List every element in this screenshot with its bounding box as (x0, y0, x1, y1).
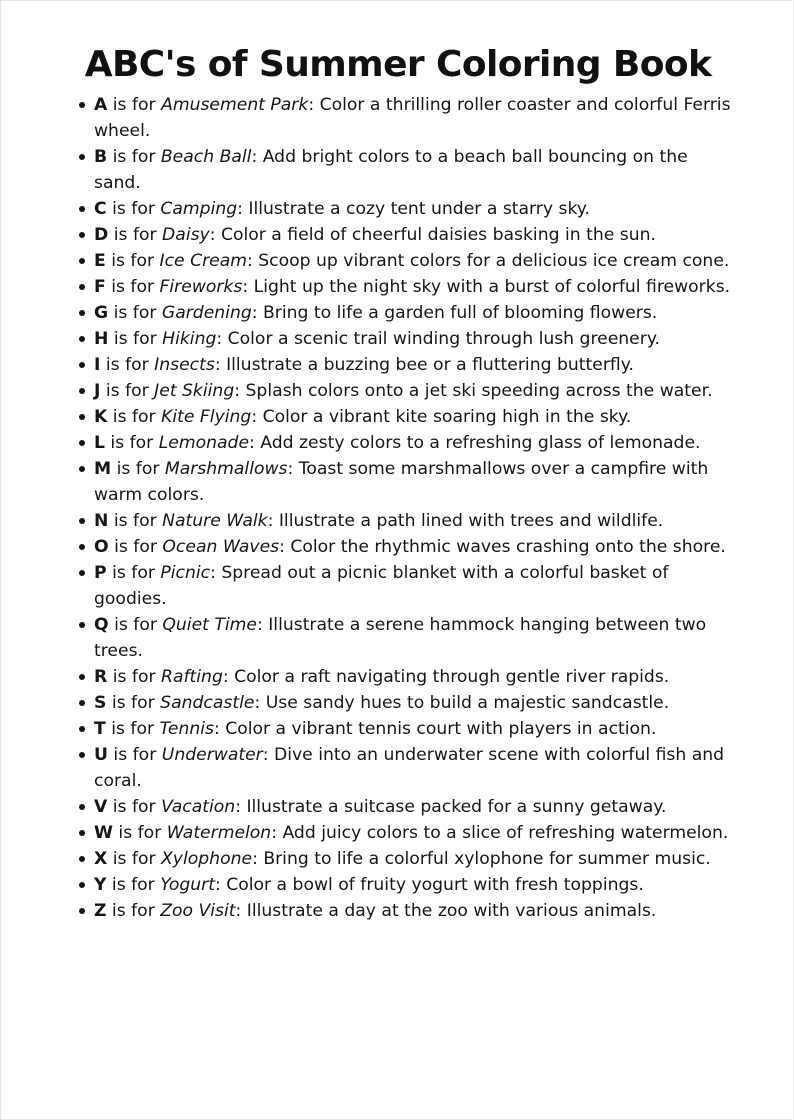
item-topic: Jet Skiing (154, 381, 235, 401)
item-connector: is for (107, 797, 162, 817)
list-item (79, 742, 731, 794)
item-description: : Illustrate a path lined with trees and wildlife. (267, 511, 664, 531)
bullet-icon (79, 908, 85, 914)
item-letter: S (94, 693, 107, 713)
list-item (79, 248, 731, 274)
bullet-icon (79, 622, 85, 628)
item-description: : Splash colors onto a jet ski speeding across the water. (234, 381, 713, 401)
item-letter: V (94, 797, 108, 817)
item-connector: is for (106, 693, 161, 713)
bullet-icon (79, 830, 85, 836)
item-description: : Color a vibrant tennis court with players in action. (213, 719, 657, 739)
item-description: : Bring to life a garden full of blooming flowers. (251, 303, 658, 323)
item-connector: is for (108, 615, 163, 635)
item-letter: O (94, 537, 109, 557)
item-description: : Illustrate a serene hammock hanging between two trees. (94, 615, 707, 661)
item-topic: Hiking (162, 329, 217, 349)
list-item (79, 274, 731, 300)
item-connector: is for (107, 407, 162, 427)
item-letter: N (94, 511, 109, 531)
item-description: : Illustrate a buzzing bee or a fluttering butterfly. (214, 355, 634, 375)
list-item (79, 794, 731, 820)
list-item (79, 612, 731, 664)
item-description: : Add zesty colors to a refreshing glass of lemonade. (249, 433, 701, 453)
item-topic: Marshmallows (164, 459, 288, 479)
item-description: : Color a bowl of fruity yogurt with fresh toppings. (214, 875, 644, 895)
item-topic: Quiet Time (162, 615, 257, 635)
bullet-icon (79, 804, 85, 810)
item-topic: Beach Ball (160, 147, 252, 167)
item-connector: is for (107, 95, 162, 115)
item-connector: is for (108, 329, 163, 349)
list-item (79, 92, 731, 144)
list-item (79, 222, 731, 248)
item-connector: is for (104, 433, 159, 453)
bullet-icon (79, 284, 85, 290)
item-connector: is for (105, 251, 160, 271)
item-topic: Watermelon (166, 823, 272, 843)
item-letter: L (94, 433, 105, 453)
bullet-icon (79, 440, 85, 446)
item-letter: U (94, 745, 108, 765)
item-connector: is for (112, 823, 167, 843)
item-description: : Color a field of cheerful daisies basking in the sun. (209, 225, 656, 245)
list-item (79, 456, 731, 508)
item-connector: is for (106, 901, 161, 921)
bullet-icon (79, 206, 85, 212)
item-letter: I (94, 355, 101, 375)
item-letter: W (94, 823, 113, 843)
bullet-icon (79, 232, 85, 238)
item-letter: A (94, 95, 108, 115)
item-description: : Illustrate a suitcase packed for a sunny getaway. (235, 797, 667, 817)
item-topic: Camping (160, 199, 238, 219)
item-description: : Use sandy hues to build a majestic sandcastle. (254, 693, 670, 713)
item-description: : Bring to life a colorful xylophone for summer music. (252, 849, 711, 869)
bullet-icon (79, 310, 85, 316)
item-topic: Ice Cream (159, 251, 247, 271)
item-topic: Nature Walk (162, 511, 268, 531)
item-connector: is for (108, 511, 163, 531)
item-letter: R (94, 667, 108, 687)
bullet-icon (79, 856, 85, 862)
item-topic: Vacation (161, 797, 236, 817)
bullet-icon (79, 518, 85, 524)
item-letter: E (94, 251, 106, 271)
item-description: : Illustrate a day at the zoo with various animals. (235, 901, 657, 921)
list-item (79, 430, 731, 456)
item-topic: Gardening (161, 303, 252, 323)
item-letter: T (94, 719, 106, 739)
list-item (79, 820, 731, 846)
item-topic: Tennis (159, 719, 214, 739)
bullet-icon (79, 882, 85, 888)
item-topic: Rafting (161, 667, 223, 687)
list-item (79, 300, 731, 326)
bullet-icon (79, 466, 85, 472)
item-connector: is for (100, 381, 155, 401)
list-item (79, 898, 731, 924)
alphabet-list (79, 92, 731, 924)
item-topic: Underwater (161, 745, 263, 765)
item-connector: is for (108, 537, 163, 557)
item-description: : Color a scenic trail winding through lush greenery. (216, 329, 661, 349)
bullet-icon (79, 362, 85, 368)
item-topic: Yogurt (160, 875, 215, 895)
item-topic: Zoo Visit (160, 901, 236, 921)
item-description: : Add bright colors to a beach ball bouncing on the sand. (94, 147, 688, 193)
bullet-icon (79, 388, 85, 394)
list-item (79, 404, 731, 430)
bullet-icon (79, 700, 85, 706)
item-topic: Sandcastle (160, 693, 255, 713)
list-item (79, 352, 731, 378)
item-letter: J (94, 381, 101, 401)
list-item (79, 560, 731, 612)
item-description: : Illustrate a cozy tent under a starry sky. (237, 199, 590, 219)
list-item (79, 534, 731, 560)
bullet-icon (79, 674, 85, 680)
list-item (79, 326, 731, 352)
item-description: : Color a raft navigating through gentle river rapids. (222, 667, 670, 687)
bullet-icon (79, 258, 85, 264)
item-connector: is for (106, 199, 161, 219)
list-item (79, 846, 731, 872)
item-letter: M (94, 459, 112, 479)
item-description: : Color the rhythmic waves crashing onto the shore. (279, 537, 726, 557)
item-description: : Add juicy colors to a slice of refreshing watermelon. (271, 823, 729, 843)
item-topic: Amusement Park (161, 95, 309, 115)
item-connector: is for (106, 563, 161, 583)
item-letter: Q (94, 615, 109, 635)
item-topic: Insects (154, 355, 215, 375)
item-connector: is for (105, 277, 160, 297)
item-connector: is for (106, 875, 161, 895)
item-connector: is for (108, 225, 163, 245)
item-description: : Scoop up vibrant colors for a delicious ice cream cone. (247, 251, 730, 271)
item-connector: is for (100, 355, 155, 375)
bullet-icon (79, 336, 85, 342)
item-topic: Ocean Waves (162, 537, 280, 557)
list-item (79, 664, 731, 690)
item-description: : Spread out a picnic blanket with a colorful basket of goodies. (94, 563, 669, 609)
item-letter: K (94, 407, 108, 427)
item-topic: Picnic (160, 563, 211, 583)
page-title: ABC's of Summer Coloring Book (84, 44, 712, 85)
item-letter: F (94, 277, 106, 297)
item-letter: X (94, 849, 108, 869)
list-item (79, 144, 731, 196)
item-letter: Z (94, 901, 107, 921)
item-description: : Color a vibrant kite soaring high in the sky. (251, 407, 632, 427)
item-topic: Xylophone (161, 849, 253, 869)
list-item (79, 716, 731, 742)
item-description: : Light up the night sky with a burst of colorful fireworks. (242, 277, 731, 297)
item-connector: is for (107, 849, 162, 869)
item-letter: G (94, 303, 109, 323)
list-item (79, 196, 731, 222)
item-letter: B (94, 147, 108, 167)
item-connector: is for (108, 303, 162, 323)
bullet-icon (79, 726, 85, 732)
bullet-icon (79, 154, 85, 160)
item-connector: is for (105, 719, 160, 739)
item-connector: is for (107, 147, 161, 167)
item-topic: Daisy (162, 225, 210, 245)
list-item (79, 872, 731, 898)
bullet-icon (79, 752, 85, 758)
bullet-icon (79, 544, 85, 550)
item-description: : Toast some marshmallows over a campfire with warm colors. (94, 459, 709, 505)
item-letter: D (94, 225, 109, 245)
list-item (79, 378, 731, 404)
item-topic: Fireworks (159, 277, 243, 297)
item-letter: Y (94, 875, 107, 895)
item-connector: is for (107, 745, 162, 765)
item-description: : Dive into an underwater scene with colorful fish and coral. (94, 745, 725, 791)
item-topic: Kite Flying (161, 407, 252, 427)
bullet-icon (79, 570, 85, 576)
item-letter: P (94, 563, 107, 583)
item-topic: Lemonade (158, 433, 250, 453)
item-letter: C (94, 199, 107, 219)
list-item (79, 690, 731, 716)
bullet-icon (79, 102, 85, 108)
item-connector: is for (111, 459, 165, 479)
item-description: : Color a thrilling roller coaster and colorful Ferris wheel. (94, 95, 731, 141)
list-item (79, 508, 731, 534)
bullet-icon (79, 414, 85, 420)
item-connector: is for (107, 667, 162, 687)
item-letter: H (94, 329, 109, 349)
